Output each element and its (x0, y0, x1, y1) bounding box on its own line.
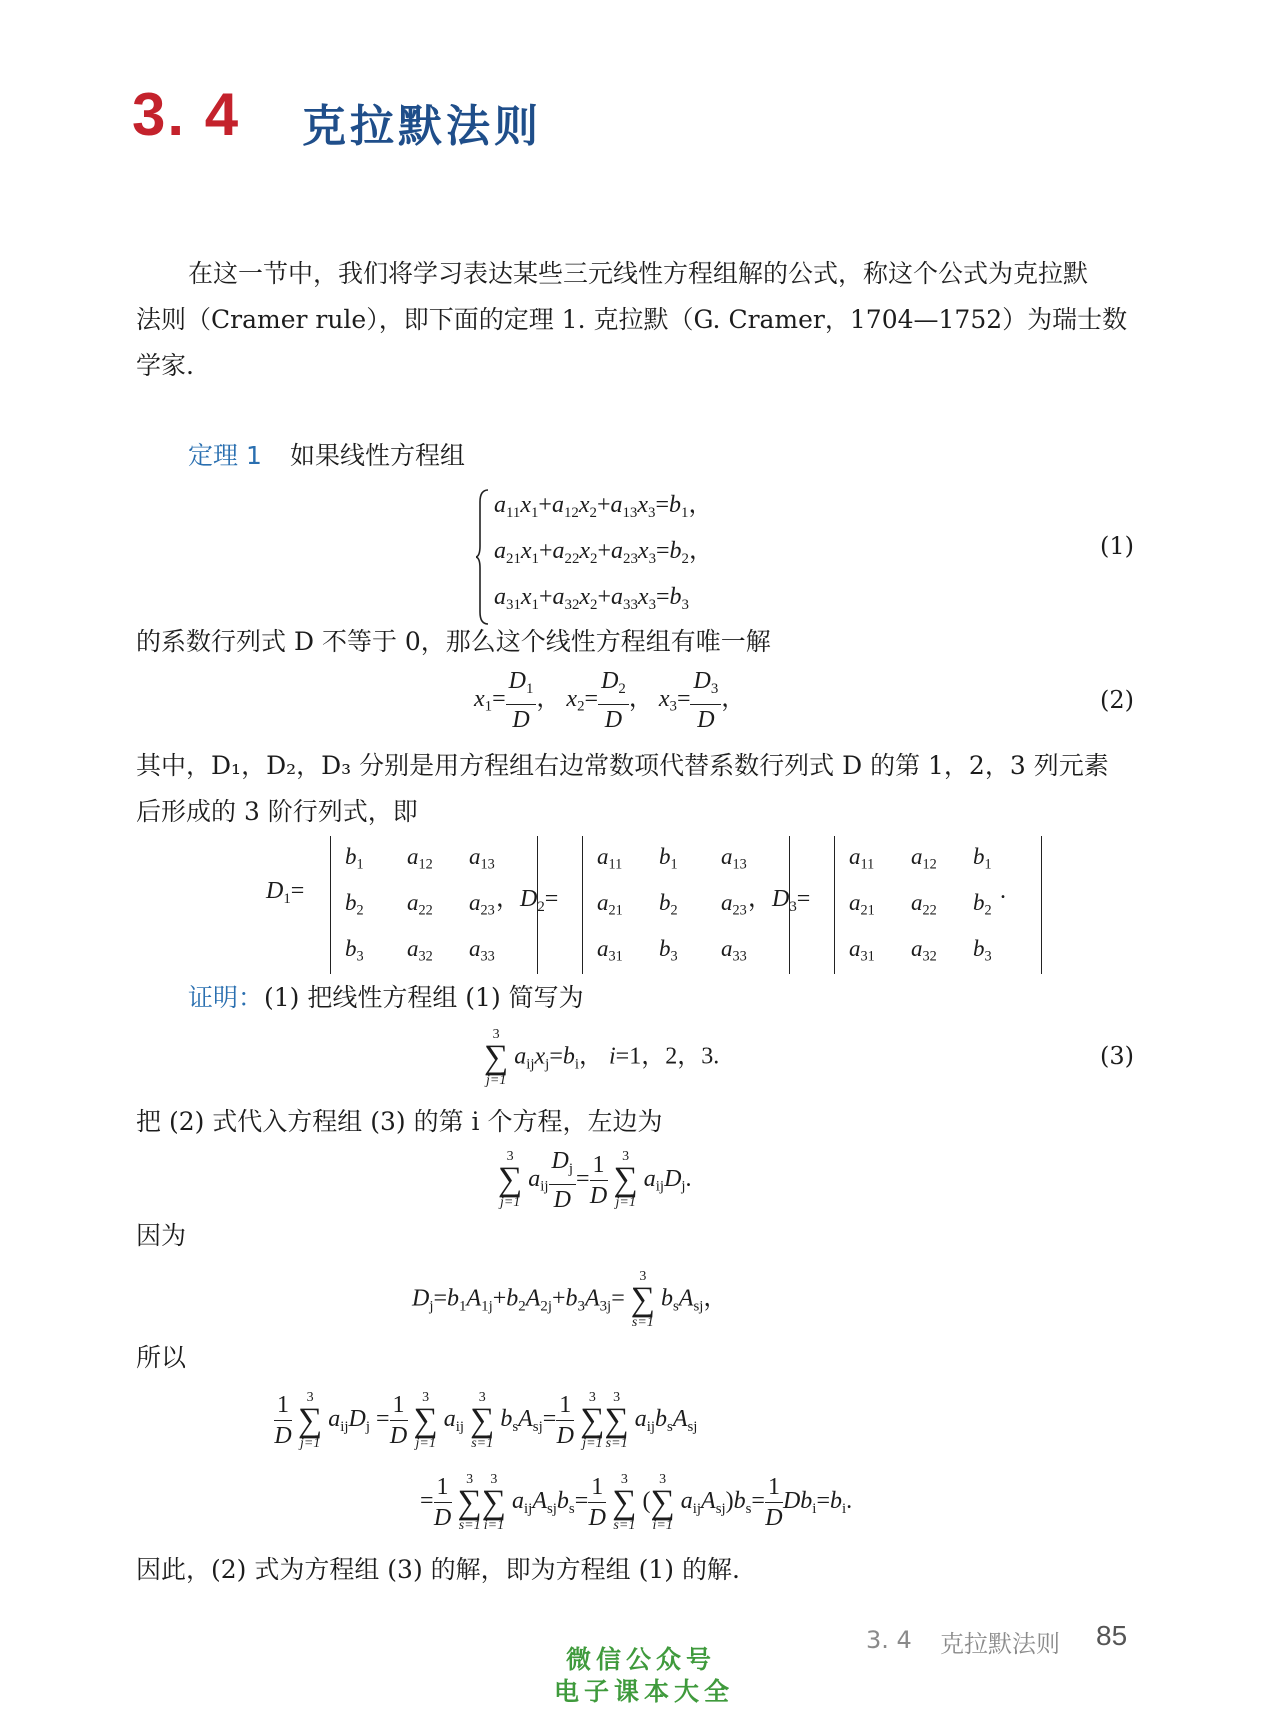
d2-label: ，$D_2=$ (496, 886, 559, 915)
intro-line-3: 学家. (136, 351, 194, 380)
page-number: 85 (1096, 1620, 1128, 1651)
determinant-d2: $a_{11}$ $b_1$ $a_{13}$ $a_{21}$ $b_2$ $a_{23}$ $a_{31}$ $b_3$ $a_{33}$ (582, 836, 790, 974)
determinant-d1: $b_1$ $a_{12}$ $a_{13}$ $b_2$ $a_{22}$ $a_{23}$ $b_3$ $a_{32}$ $a_{33}$ (330, 836, 538, 974)
watermark-line-2: 电子课本大全 (554, 1677, 735, 1706)
footer-section-number: 3. 4 (866, 1626, 912, 1654)
system-row-3: $a_{31}x_1+a_{32}x_2+a_{33}x_3=b_3$ (494, 584, 689, 613)
proof-text: (1) 把线性方程组 (1) 简写为 (264, 983, 584, 1012)
equation-derivation-2: = $\frac{1}{D}$ 3 ∑ s=1 3 ∑ i=1 $a_{ij}A_{sj}b_s=$ $\frac{1}{D}$ 3 ∑ s=1 ( 3 ∑ i=1 $a_{ij}A_{sj})b_s=$ $\frac{1}{D}$ $Db_i=b_i$. (420, 1471, 853, 1533)
theorem-text: 如果线性方程组 (290, 441, 466, 470)
conclusion-text: 因此，(2) 式为方程组 (3) 的解，即为方程组 (1) 的解. (136, 1555, 740, 1584)
left-brace (476, 488, 490, 626)
system-row-2: $a_{21}x_1+a_{22}x_2+a_{23}x_3=b_2$， (494, 538, 713, 567)
d3-label: ，$D_3=$ (748, 886, 811, 915)
intro-line-1: 在这一节中，我们将学习表达某些三元线性方程组解的公式，称这个公式为克拉默 (188, 259, 1089, 288)
equation-left-side: 3 ∑ j=1 $a_{ij}$ $\frac{D_j}{D}$ = $\frac{1}{D}$ 3 ∑ j=1 $a_{ij}D_j$. (498, 1148, 692, 1213)
theorem-label: 定理 1 (188, 441, 262, 470)
where-line-1: 其中，D₁，D₂，D₃ 分别是用方程组右边常数项代替系数行列式 D 的第 1，2，3 列元素 (136, 751, 1109, 780)
equation-3: 3 ∑ j=1 $a_{ij}x_j=b_i$， i=1，2，3. (484, 1027, 720, 1088)
equation-dj: $D_j=b_1A_{1j}+b_2A_{2j}+b_3A_{3j}=$ 3 ∑ s=1 $b_sA_{sj}$， (412, 1269, 728, 1330)
d1-label: $D_1=$ (266, 878, 305, 907)
section-title: 克拉默法则 (302, 101, 542, 152)
where-line-2: 后形成的 3 阶行列式，即 (136, 797, 418, 826)
therefore-text: 所以 (136, 1343, 187, 1372)
system-row-1: $a_{11}x_1+a_{12}x_2+a_{13}x_3=b_1$， (494, 492, 713, 521)
determinant-d3: $a_{11}$ $a_{12}$ $b_1$ $a_{21}$ $a_{22}$ $b_2$ $a_{31}$ $a_{32}$ $b_3$ (834, 836, 1042, 974)
proof-label: 证明： (188, 983, 264, 1012)
coef-det-text: 的系数行列式 D 不等于 0，那么这个线性方程组有唯一解 (136, 627, 771, 656)
intro-line-2: 法则（Cramer rule），即下面的定理 1. 克拉默（G. Cramer，1704—1752）为瑞士数 (136, 305, 1128, 334)
footer-section-title: 克拉默法则 (940, 1630, 1060, 1658)
equation-number-2: (2) (1100, 686, 1134, 714)
because-text: 因为 (136, 1221, 187, 1250)
determinant-period: . (1000, 878, 1006, 904)
substitute-text: 把 (2) 式代入方程组 (3) 的第 i 个方程，左边为 (136, 1107, 663, 1136)
equation-derivation-1: $\frac{1}{D}$ 3 ∑ j=1 $a_{ij}D_j$ = $\frac{1}{D}$ 3 ∑ j=1 $a_{ij}$ 3 ∑ s=1 $b_sA_{sj}=$ $\frac{1}{D}$ 3 ∑ j=1 3 ∑ s=1 $a_{ij}b_sA_{sj}$ (274, 1389, 698, 1451)
watermark-line-1: 微信公众号 (566, 1645, 717, 1674)
section-number: 3. 4 (132, 81, 241, 148)
solution-formula: $x_1=$ $\frac{D_1}{D}$ ， $x_2=$ $\frac{D_2}{D}$ ， $x_3=$ $\frac{D_3}{D}$ ， (474, 668, 746, 733)
equation-number-1: (1) (1100, 532, 1134, 560)
equation-number-3: (3) (1100, 1042, 1134, 1070)
